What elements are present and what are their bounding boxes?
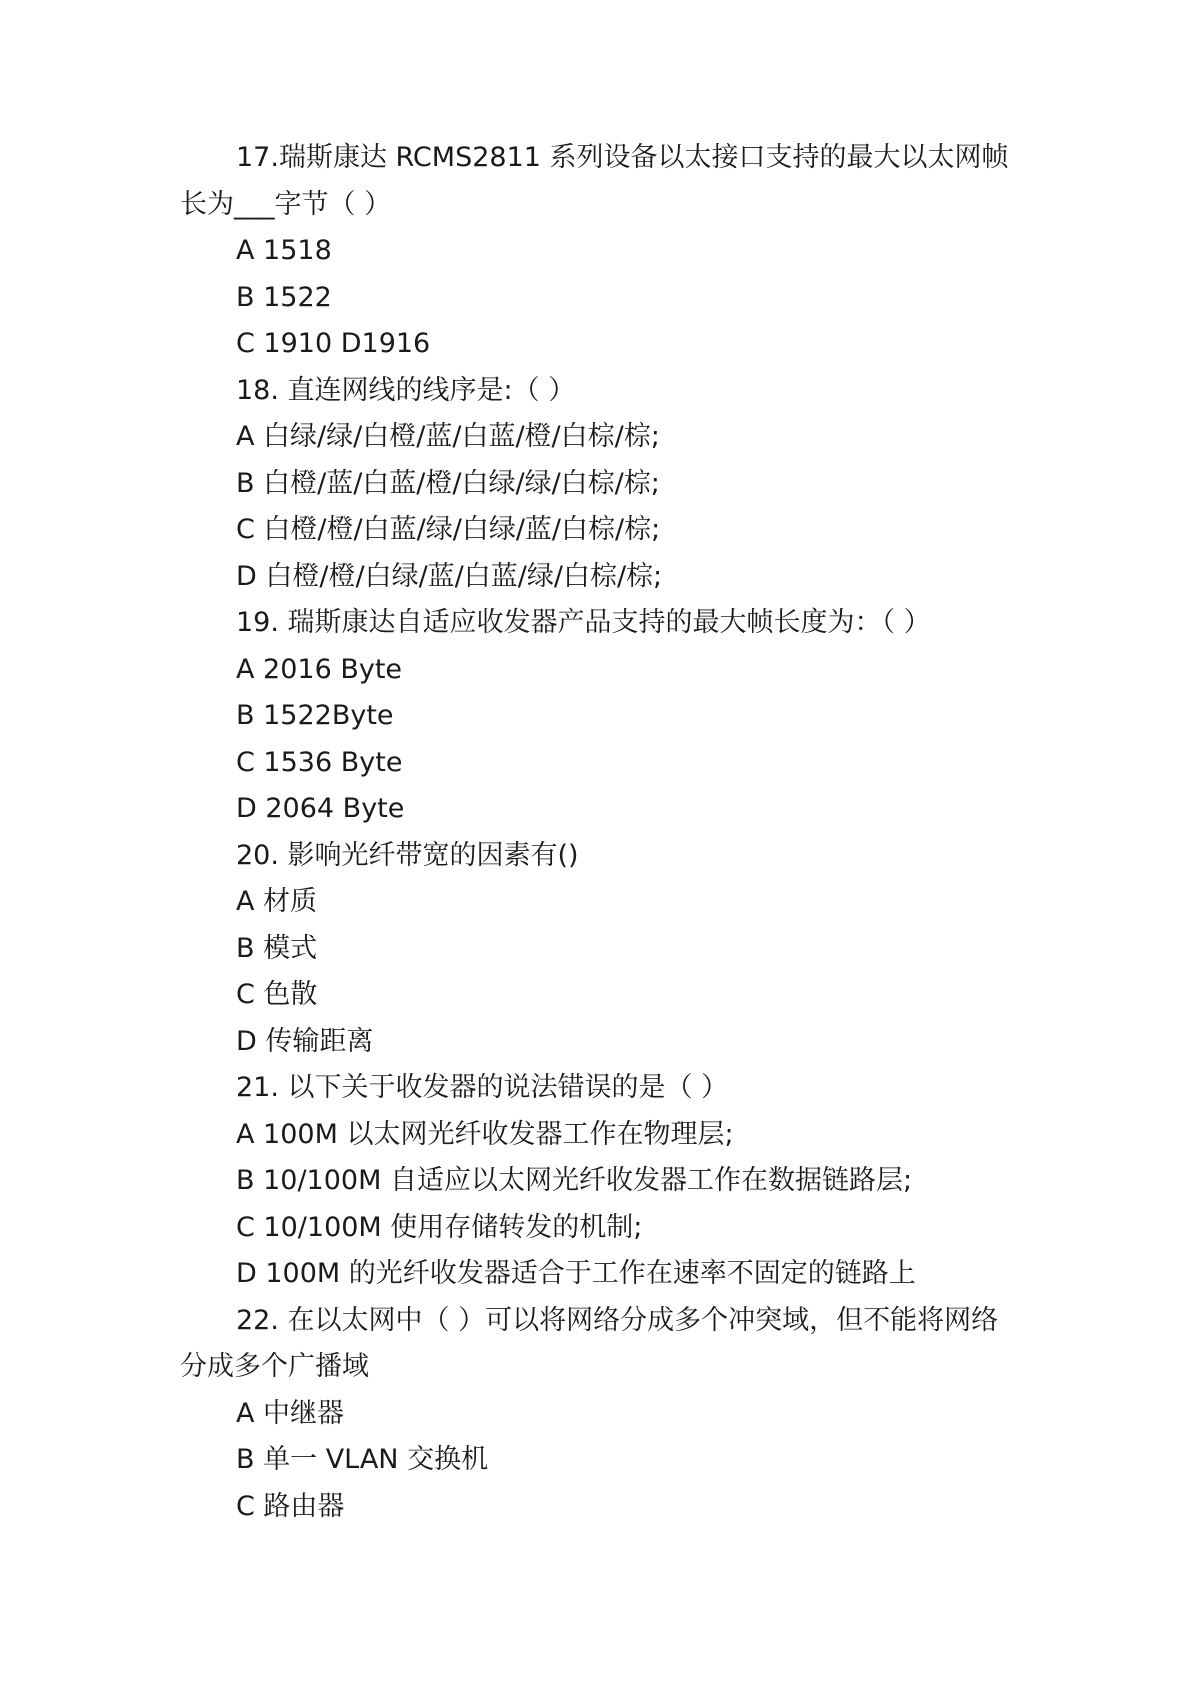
question-stem: 17.瑞斯康达 RCMS2811 系列设备以太接口支持的最大以太网帧长为___字节（ ） bbox=[180, 142, 1009, 220]
option-a: A 1518 bbox=[236, 235, 332, 266]
question-stem: 22. 在以太网中（ ）可以将网络分成多个冲突域，但不能将网络分成多个广播域 bbox=[180, 1304, 999, 1382]
question-21 bbox=[180, 1065, 1020, 1298]
option-b: B 白橙/蓝/白蓝/橙/白绿/绿/白棕/棕; bbox=[236, 467, 660, 499]
question-20 bbox=[180, 833, 1020, 1066]
option-a: A 2016 Byte bbox=[236, 653, 403, 685]
question-list bbox=[180, 135, 1020, 1530]
option-a: A 中继器 bbox=[236, 1397, 345, 1429]
question-17 bbox=[180, 135, 1020, 368]
option-a: A 100M 以太网光纤收发器工作在物理层; bbox=[236, 1118, 734, 1150]
option-d: D 100M 的光纤收发器适合于工作在速率不固定的链路上 bbox=[236, 1258, 916, 1289]
option-a: A 材质 bbox=[236, 886, 318, 917]
option-b: B 单一 VLAN 交换机 bbox=[236, 1444, 489, 1475]
option-b: B 模式 bbox=[236, 932, 318, 964]
question-22 bbox=[180, 1298, 1020, 1531]
option-b: B 10/100M 自适应以太网光纤收发器工作在数据链路层; bbox=[236, 1165, 913, 1196]
option-d: D 传输距离 bbox=[236, 1025, 374, 1057]
option-c-d: C 1910 D1916 bbox=[236, 328, 431, 359]
option-c: C 10/100M 使用存储转发的机制; bbox=[236, 1211, 643, 1243]
option-d: D 2064 Byte bbox=[236, 793, 405, 824]
question-19 bbox=[180, 600, 1020, 833]
option-a: A 白绿/绿/白橙/蓝/白蓝/橙/白棕/棕; bbox=[236, 421, 660, 452]
question-stem: 18. 直连网线的线序是:（ ） bbox=[236, 374, 576, 406]
option-d: D 白橙/橙/白绿/蓝/白蓝/绿/白棕/棕; bbox=[236, 560, 663, 592]
option-c: C 白橙/橙/白蓝/绿/白绿/蓝/白棕/棕; bbox=[236, 514, 661, 545]
question-stem: 21. 以下关于收发器的说法错误的是（ ） bbox=[236, 1072, 729, 1103]
question-18 bbox=[180, 368, 1020, 601]
question-stem: 19. 瑞斯康达自适应收发器产品支持的最大帧长度为：（ ） bbox=[236, 607, 931, 638]
option-b: B 1522 bbox=[236, 281, 332, 313]
question-stem: 20. 影响光纤带宽的因素有() bbox=[236, 839, 579, 871]
option-c: C 色散 bbox=[236, 979, 318, 1010]
option-b: B 1522Byte bbox=[236, 700, 394, 731]
option-c: C 1536 Byte bbox=[236, 746, 403, 778]
option-c: C 路由器 bbox=[236, 1490, 345, 1522]
